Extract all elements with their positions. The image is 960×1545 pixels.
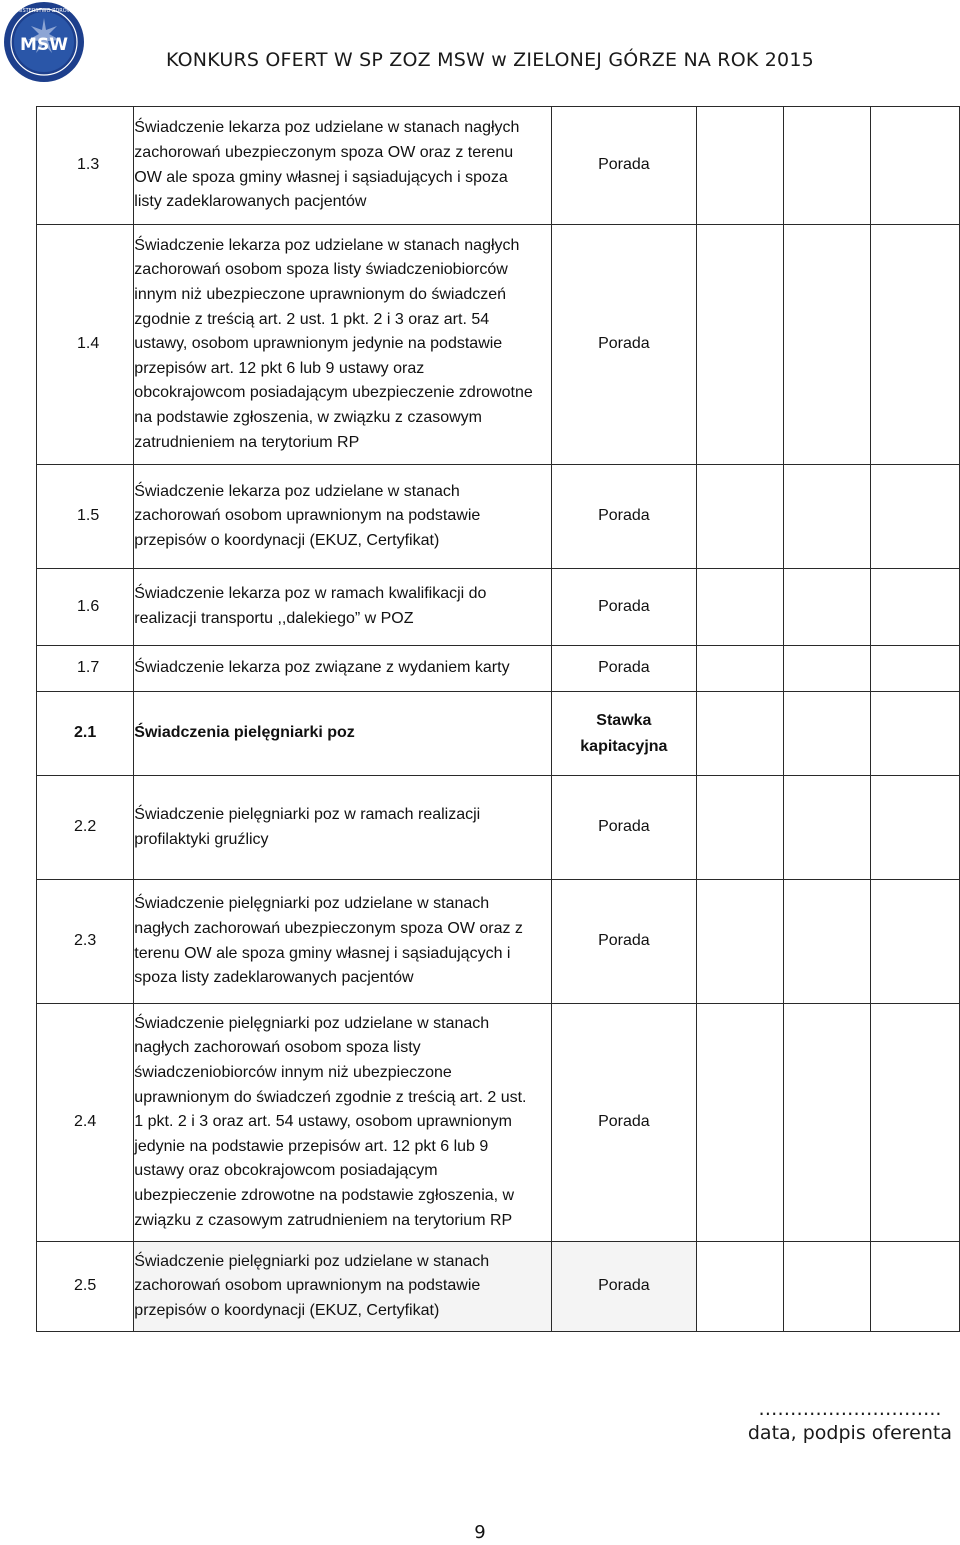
- unit-cell: Porada: [551, 107, 697, 225]
- document-title: KONKURS OFERT W SP ZOZ MSW w ZIELONEJ GÓRZE NA ROK 2015: [166, 49, 814, 71]
- logo-arc-text: MINISTERSTWO ZDROWIA: [11, 8, 77, 14]
- row-number: 1.6: [37, 569, 134, 646]
- msw-logo-seal: [2, 0, 86, 84]
- signature-label: data, podpis oferenta: [747, 1422, 952, 1444]
- price-cell-empty: [783, 692, 870, 776]
- service-description: [134, 776, 551, 880]
- description-line: Świadczenie lekarza poz w ramach kwalifikacji do: [134, 585, 487, 603]
- description-line: uprawnionym do świadczeń zgodnie z treścią art. 2 ust.: [134, 1088, 527, 1106]
- row-number: 2.3: [37, 880, 134, 1004]
- price-cell-empty: [697, 569, 784, 646]
- unit-cell: Porada: [551, 465, 697, 569]
- description-line: Świadczenie pielęgniarki poz w ramach realizacji: [134, 805, 481, 823]
- price-cell-empty: [783, 465, 870, 569]
- row-number: 1.4: [37, 225, 134, 465]
- description-line: na podstawie zgłoszenia, w związku z czasowym: [134, 408, 482, 426]
- price-cell-empty: [697, 646, 784, 692]
- price-cell-empty: [697, 107, 784, 225]
- table-row: [37, 1242, 960, 1332]
- unit-cell: Porada: [551, 880, 697, 1004]
- signature-block: [748, 1398, 952, 1446]
- description-line: zachorowań osobom uprawnionym na podstawie: [134, 1277, 481, 1295]
- service-description: [134, 569, 551, 646]
- price-cell-empty: [783, 776, 870, 880]
- description-line: Świadczenie lekarza poz udzielane w stanach nagłych: [134, 236, 520, 254]
- price-cell-empty: [870, 880, 959, 1004]
- description-line: terenu OW ale spoza gminy własnej i sąsiadujących i: [134, 944, 511, 962]
- price-cell-empty: [870, 646, 959, 692]
- price-cell-empty: [697, 692, 784, 776]
- price-cell-empty: [697, 776, 784, 880]
- description-line: zgodnie z treścią art. 2 ust. 1 pkt. 2 i 3 oraz art. 54: [134, 310, 490, 328]
- description-line: ubezpieczenie zdrowotne na podstawie zgłoszenia, w: [134, 1186, 515, 1204]
- unit-cell: Porada: [551, 1242, 697, 1332]
- service-description: [134, 1004, 551, 1242]
- price-cell-empty: [870, 569, 959, 646]
- table-row: [37, 225, 960, 465]
- service-description: [134, 692, 551, 776]
- price-cell-empty: [697, 880, 784, 1004]
- description-line: Świadczenie pielęgniarki poz udzielane w stanach: [134, 1014, 490, 1032]
- price-cell-empty: [870, 692, 959, 776]
- description-line: zachorowań osobom spoza listy świadczeniobiorców: [134, 261, 508, 279]
- price-cell-empty: [697, 1004, 784, 1242]
- description-line: Świadczenie pielęgniarki poz udzielane w stanach: [134, 895, 490, 913]
- signature-dots: ………………………..: [758, 1398, 942, 1420]
- unit-cell: Porada: [551, 776, 697, 880]
- unit-cell: Porada: [551, 1004, 697, 1242]
- description-line: przepisów o koordynacji (EKUZ, Certyfikat): [134, 1301, 440, 1319]
- description-line: związku z czasowym zatrudnieniem na terytorium RP: [134, 1211, 513, 1229]
- description-line: zachorowań osobom uprawnionym na podstawie: [134, 507, 481, 525]
- description-line: przepisów art. 12 pkt 6 lub 9 ustawy oraz: [134, 359, 425, 377]
- description-line: ustawy oraz obcokrajowcom posiadającym: [134, 1162, 438, 1180]
- price-cell-empty: [697, 465, 784, 569]
- description-line: przepisów o koordynacji (EKUZ, Certyfikat): [134, 531, 440, 549]
- price-cell-empty: [783, 1004, 870, 1242]
- description-line: Świadczenie lekarza poz związane z wydaniem karty: [134, 659, 510, 677]
- description-line: jedynie na podstawie przepisów art. 12 pkt 6 lub 9: [134, 1137, 489, 1155]
- description-line: Świadczenie lekarza poz udzielane w stanach nagłych: [134, 119, 520, 137]
- price-cell-empty: [870, 1004, 959, 1242]
- page-number: 9: [474, 1522, 486, 1543]
- description-line: profilaktyki gruźlicy: [134, 830, 269, 848]
- price-cell-empty: [783, 107, 870, 225]
- description-line: spoza listy zadeklarowanych pacjentów: [134, 969, 414, 987]
- table-row: [37, 465, 960, 569]
- table-row: [37, 1004, 960, 1242]
- description-line: świadczeniobiorców innym niż ubezpieczone: [134, 1064, 452, 1082]
- service-description: [134, 107, 551, 225]
- row-number: 2.4: [37, 1004, 134, 1242]
- description-line: Świadczenie pielęgniarki poz udzielane w stanach: [134, 1252, 490, 1270]
- description-line: innym niż ubezpieczone uprawnionym do świadczeń: [134, 286, 507, 304]
- table-row: [37, 107, 960, 225]
- unit-line: Stawka: [596, 711, 652, 729]
- unit-cell: Porada: [551, 225, 697, 465]
- unit-line: kapitacyjna: [580, 737, 668, 755]
- table-row: [37, 692, 960, 776]
- unit-cell: Porada: [551, 569, 697, 646]
- price-cell-empty: [697, 1242, 784, 1332]
- price-cell-empty: [783, 569, 870, 646]
- price-cell-empty: [783, 225, 870, 465]
- description-line: zatrudnieniem na terytorium RP: [134, 433, 360, 451]
- price-cell-empty: [870, 776, 959, 880]
- description-line: 1 pkt. 2 i 3 oraz art. 54 ustawy, osobom uprawnionym: [134, 1113, 512, 1131]
- description-line: OW ale spoza gminy własnej i sąsiadujących i spoza: [134, 168, 508, 186]
- price-cell-empty: [783, 1242, 870, 1332]
- service-description: [134, 225, 551, 465]
- description-line: zachorowań ubezpieczonym spoza OW oraz z terenu: [134, 143, 514, 161]
- logo-text: MSW: [20, 35, 68, 55]
- description-line: ustawy, osobom uprawnionym jedynie na podstawie: [134, 335, 503, 353]
- table-row: [37, 880, 960, 1004]
- row-number: 1.7: [37, 646, 134, 692]
- description-line: Świadczenie lekarza poz udzielane w stanach: [134, 482, 460, 500]
- price-cell-empty: [783, 646, 870, 692]
- table-row: [37, 776, 960, 880]
- row-number: 2.1: [37, 692, 134, 776]
- price-cell-empty: [870, 1242, 959, 1332]
- table-row: [37, 569, 960, 646]
- price-cell-empty: [697, 225, 784, 465]
- service-description: [134, 465, 551, 569]
- description-line: realizacji transportu ,,dalekiego” w POZ: [134, 610, 414, 627]
- description-line: Świadczenia pielęgniarki poz: [134, 724, 355, 742]
- service-description: [134, 1242, 551, 1332]
- price-cell-empty: [870, 225, 959, 465]
- description-line: obcokrajowcom posiadającym ubezpieczenie zdrowotne: [134, 384, 533, 402]
- unit-cell: [551, 692, 697, 776]
- service-description: [134, 646, 551, 692]
- description-line: nagłych zachorowań osobom spoza listy: [134, 1039, 421, 1057]
- row-number: 1.5: [37, 465, 134, 569]
- price-cell-empty: [783, 880, 870, 1004]
- row-number: 2.5: [37, 1242, 134, 1332]
- description-line: nagłych zachorowań ubezpieczonym spoza OW oraz z: [134, 919, 523, 937]
- service-description: [134, 880, 551, 1004]
- price-cell-empty: [870, 107, 959, 225]
- row-number: 2.2: [37, 776, 134, 880]
- table-row: [37, 646, 960, 692]
- row-number: 1.3: [37, 107, 134, 225]
- price-cell-empty: [870, 465, 959, 569]
- description-line: listy zadeklarowanych pacjentów: [134, 193, 367, 211]
- unit-cell: Porada: [551, 646, 697, 692]
- services-table: [36, 106, 960, 1332]
